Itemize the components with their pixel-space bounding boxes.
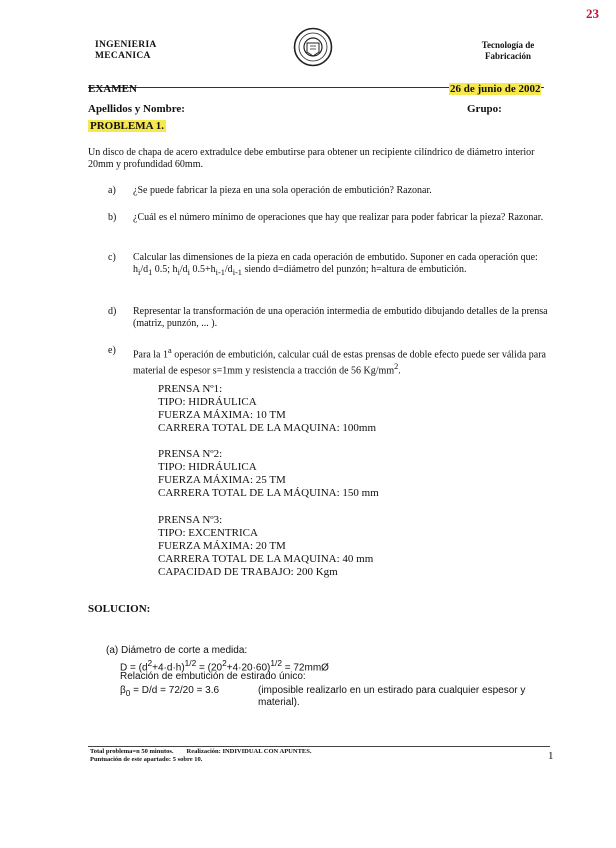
university-seal-icon (293, 27, 333, 67)
institution-line-1: INGENIERIA (95, 40, 157, 50)
footer-score: Puntuación de este apartado: 5 sobre 10. (90, 756, 203, 763)
question-b (108, 212, 548, 224)
footer-rule (88, 746, 550, 747)
press-2-type: TIPO: HIDRÁULICA (158, 461, 257, 473)
footer-page-number: 1 (548, 750, 554, 762)
press-2-force: FUERZA MÁXIMA: 25 TM (158, 474, 286, 486)
department-name (474, 40, 542, 62)
question-a (108, 185, 548, 197)
press-3-type: TIPO: EXCENTRICA (158, 527, 258, 539)
press-1-name: PRENSA Nº1: (158, 383, 223, 395)
footer-mode: Realización: INDIVIDUAL CON APUNTES. (186, 748, 312, 755)
problem-title: PROBLEMA 1. (90, 120, 164, 132)
press-1-type: TIPO: HIDRÁULICA (158, 396, 257, 408)
department-line-2: Fabricación (485, 51, 531, 61)
press-3-stroke: CARRERA TOTAL DE LA MAQUINA: 40 mm (158, 553, 374, 565)
department-line-1: Tecnología de (481, 40, 535, 50)
exam-label: EXAMEN (88, 83, 137, 95)
question-b-label: b) (108, 212, 117, 223)
press-2-name: PRENSA Nº2: (158, 448, 223, 460)
exam-date (449, 83, 541, 95)
footer-duration: Total problema=n 50 minutos. (90, 748, 174, 755)
question-a-text: ¿Se puede fabricar la pieza en una sola operación de embutición? Razonar. (133, 185, 432, 196)
institution-name (95, 40, 157, 62)
question-c-text: Calcular las dimensiones de la pieza en cada operación de embutido. Suponer en cada operación que: $h_i/d_1$ 0.5; $h_i/d_i$ $0.5+h_{i-1}/d_{i-1}$ siendo d=diámetro del punzón; h=altura de embutición. (133, 252, 538, 277)
group-label: Grupo: (467, 103, 502, 115)
solution-formula: $D = (d^2+4\cdot d\cdot h)^{1/2} = (20^2+4\cdot 20\cdot 60)^{1/2}$ = 72mmØ (120, 658, 329, 674)
press-2-stroke: CARRERA TOTAL DE LA MÁQUINA: 150 mm (158, 487, 379, 499)
problem-statement: Un disco de chapa de acero extradulce debe embutirse para obtener un recipiente cilíndrico de diámetro interior 20mm y profundidad 60mm. (88, 147, 535, 170)
press-3-capacity: CAPACIDAD DE TRABAJO: 200 Kgm (158, 566, 338, 578)
solution-a-title: (a) Diámetro de corte a medida: (106, 645, 248, 656)
question-d (108, 306, 548, 330)
name-label: Apellidos y Nombre: (88, 103, 185, 115)
solution-ratio-label: Relación de embutición de estirado único: (120, 671, 306, 682)
question-c (108, 252, 548, 279)
footer-notes (90, 748, 311, 764)
question-c-label: c) (108, 252, 116, 263)
question-e-text: Para la 1$^a$ operación de embutición, calcular cuál de estas prensas de doble efecto puede ser válida para material de espesor s=1mm y resistencia a tracción de 56 $Kg/mm^2$. (133, 346, 546, 377)
press-3-force: FUERZA MÁXIMA: 20 TM (158, 540, 286, 552)
press-2 (158, 448, 379, 500)
press-3-name: PRENSA Nº3: (158, 514, 223, 526)
question-b-text: ¿Cuál es el número mínimo de operaciones que hay que realizar para poder fabricar la pieza? Razonar. (133, 212, 544, 223)
question-d-text: Representar la transformación de una operación intermedia de embutido dibujando detalles de la prensa (matriz, punzón, ... ). (133, 306, 548, 329)
solution-ratio: $\beta_0 = D/d = 72/20 = 3.6$ (120, 685, 220, 698)
solution-title: SOLUCION: (88, 603, 151, 615)
question-e-label: e) (108, 345, 116, 356)
page-number: 23 (586, 6, 599, 21)
exam-date-text: 26 de junio de 2002 (450, 83, 541, 95)
question-e (108, 345, 548, 378)
question-a-label: a) (108, 185, 116, 196)
press-3 (158, 514, 373, 579)
press-1-force: FUERZA MÁXIMA: 10 TM (158, 409, 286, 421)
press-1 (158, 383, 376, 435)
question-d-label: d) (108, 306, 117, 317)
solution-impossible-note: (imposible realizarlo en un estirado para cualquier espesor y material). (258, 685, 526, 708)
press-1-stroke: CARRERA TOTAL DE LA MAQUINA: 100mm (158, 422, 377, 434)
institution-line-2: MECANICA (95, 51, 151, 61)
